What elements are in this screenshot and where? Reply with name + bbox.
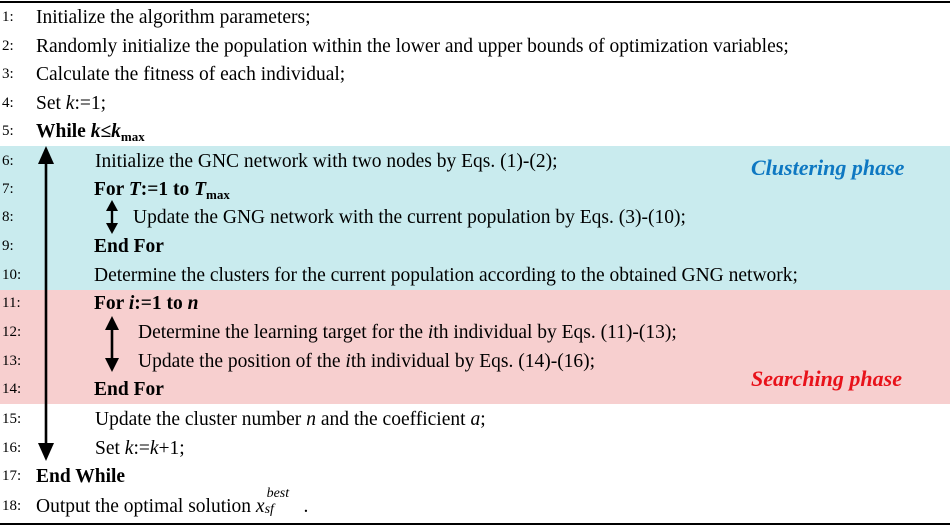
line-number: 12: — [2, 324, 22, 340]
inner-for-double-arrow-icon — [106, 200, 118, 234]
line-text: Determine the clusters for the current population according to the obtained GNG network; — [94, 265, 798, 286]
x-sf-best-indices: best sf — [264, 486, 290, 517]
line-number: 10: — [2, 267, 22, 283]
line-text: Initialize the GNC network with two nodes by Eqs. (1)-(2); — [95, 151, 558, 172]
bottom-rule — [0, 523, 950, 525]
line-number: 5: — [2, 123, 14, 139]
line-number: 14: — [2, 381, 22, 397]
clustering-phase-label: Clustering phase — [751, 155, 905, 180]
line-number: 11: — [2, 295, 21, 311]
line-text: Output the optimal solution x best sf . — [36, 486, 309, 517]
end-for-statement: End For — [94, 379, 164, 400]
line-number: 9: — [2, 238, 14, 254]
line-number: 3: — [2, 66, 14, 82]
line-number: 6: — [2, 153, 14, 169]
line-number: 18: — [2, 498, 22, 514]
line-text: Update the position of the ith individual by Eqs. (14)-(16); — [138, 351, 596, 372]
line-text: Calculate the fitness of each individual; — [36, 64, 346, 85]
while-statement: While $k\le k_{max}$ — [36, 121, 145, 144]
line-number: 17: — [2, 468, 22, 484]
line-text: Set k:=k+1; — [95, 438, 185, 459]
line-text: Update the GNG network with the current population by Eqs. (3)-(10); — [133, 207, 686, 228]
line-number: 16: — [2, 440, 22, 456]
line-number: 15: — [2, 411, 22, 427]
line-number: 4: — [2, 95, 14, 111]
search-for-double-arrow-icon — [105, 316, 119, 372]
line-text: Update the cluster number n and the coefficient a; — [95, 409, 486, 430]
line-number: 2: — [2, 38, 14, 54]
searching-phase-label: Searching phase — [751, 366, 902, 391]
line-text: Initialize the algorithm parameters; — [36, 7, 311, 28]
line-number: 1: — [2, 9, 14, 25]
while-loop-double-arrow-icon — [38, 146, 54, 461]
end-while-statement: End While — [36, 466, 126, 487]
for-statement: For i:=1 to n — [94, 293, 199, 314]
end-for-statement: End For — [94, 236, 164, 257]
line-number: 7: — [2, 181, 14, 197]
line-text: Determine the learning target for the ith individual by Eqs. (11)-(13); — [138, 322, 677, 343]
line-number: 13: — [2, 353, 22, 369]
for-statement: For T:=1 to $T_{max}$ — [94, 179, 230, 202]
line-text: Set k:=1; — [36, 93, 107, 114]
line-text: Randomly initialize the population within the lower and upper bounds of optimization variables; — [36, 36, 789, 57]
line-number: 8: — [2, 209, 14, 225]
